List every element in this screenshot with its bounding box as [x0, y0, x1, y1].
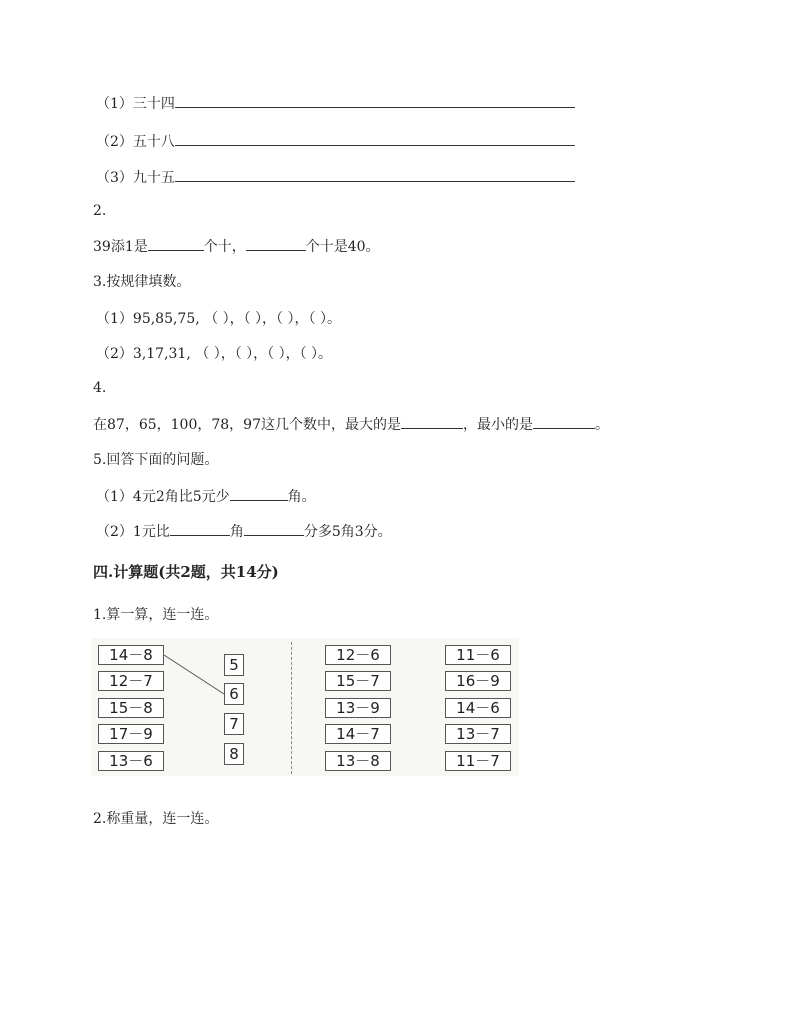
calc1-title: 1.算一算，连一连。 [93, 607, 219, 623]
q4-number: 4. [93, 380, 107, 396]
mid-expr-box[interactable]: 15－7 [325, 671, 391, 691]
mid-expr-box[interactable]: 14－7 [325, 724, 391, 744]
mid-expr-box[interactable]: 13－8 [325, 751, 391, 771]
section-heading: 四.计算题(共2题，共14分) [93, 563, 279, 581]
left-expr-box[interactable]: 17－9 [98, 724, 164, 744]
number-box[interactable]: 7 [224, 713, 244, 735]
q3-item-2: （2）3,17,31, （ ），（ ），（ ），（ ）。 [96, 346, 333, 362]
right-expr-box[interactable]: 11－6 [445, 645, 511, 665]
left-expr-box[interactable]: 15－8 [98, 698, 164, 718]
q1-item-2: （2）五十八 [96, 131, 575, 152]
mid-expr-box[interactable]: 13－9 [325, 698, 391, 718]
q5-item-1: （1）4元2角比5元少 角。 [96, 486, 316, 507]
right-expr-box[interactable]: 14－6 [445, 698, 511, 718]
q3-item-1: （1）95,85,75, （ ），（ ），（ ），（ ）。 [96, 311, 341, 327]
calc2-title: 2.称重量，连一连。 [93, 811, 219, 827]
q4-text: 在87，65，100，78，97这几个数中，最大的是 ，最小的是 。 [93, 414, 609, 435]
q1-item-1: （1）三十四 [96, 93, 575, 114]
left-expr-box[interactable]: 12－7 [98, 671, 164, 691]
number-box[interactable]: 8 [224, 743, 244, 765]
right-expr-box[interactable]: 16－9 [445, 671, 511, 691]
right-expr-box[interactable]: 11－7 [445, 751, 511, 771]
q2-number: 2. [93, 203, 107, 219]
divider [291, 642, 292, 774]
left-expr-box[interactable]: 13－6 [98, 751, 164, 771]
q3-title: 3.按规律填数。 [93, 274, 191, 290]
number-box[interactable]: 6 [224, 683, 244, 705]
q1-item-3: （3）九十五 [96, 167, 575, 188]
q2-text: 39添1是 个十， 个十是40。 [93, 236, 380, 257]
right-expr-box[interactable]: 13－7 [445, 724, 511, 744]
mid-expr-box[interactable]: 12－6 [325, 645, 391, 665]
q5-item-2: （2）1元比 角 分多5角3分。 [96, 521, 392, 542]
left-expr-box[interactable]: 14－8 [98, 645, 164, 665]
q5-title: 5.回答下面的问题。 [93, 452, 219, 468]
number-box[interactable]: 5 [224, 654, 244, 676]
